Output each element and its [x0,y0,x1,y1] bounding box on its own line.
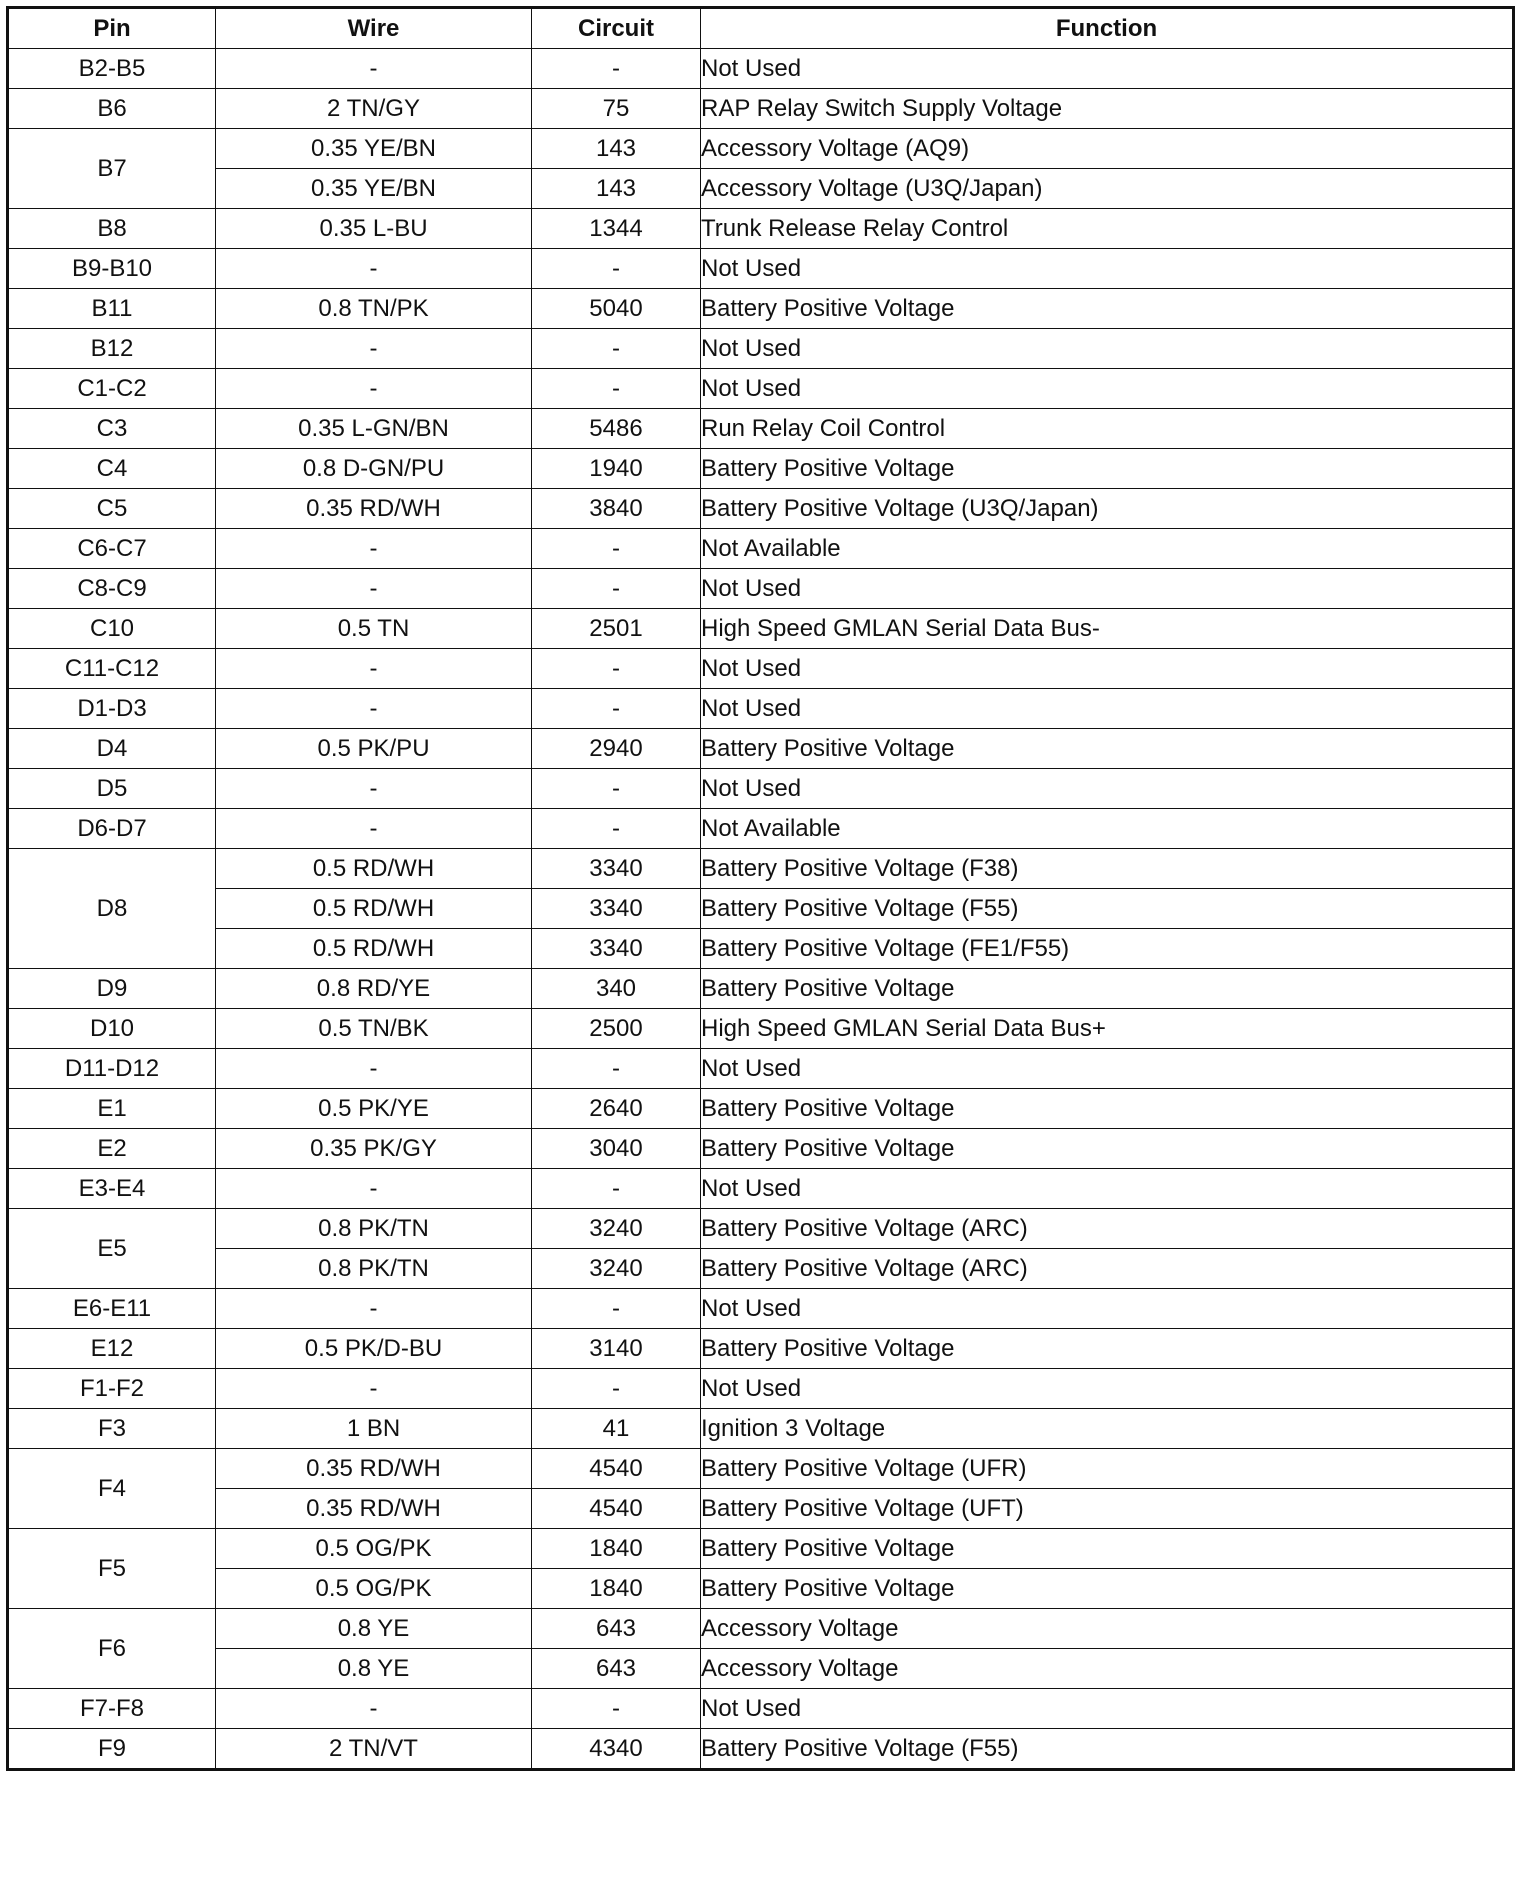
function-cell: Accessory Voltage (U3Q/Japan) [701,169,1514,209]
pin-cell: C10 [8,609,216,649]
pin-cell: F5 [8,1529,216,1609]
table-row [8,889,1514,929]
circuit-cell: - [532,329,701,369]
circuit-cell: 3240 [532,1209,701,1249]
circuit-cell: 1840 [532,1569,701,1609]
pin-cell: F7-F8 [8,1689,216,1729]
table-row [8,289,1514,329]
pin-cell: C3 [8,409,216,449]
connector-pinout-table [6,6,1515,1771]
circuit-cell: 3240 [532,1249,701,1289]
pin-cell: D8 [8,849,216,969]
wire-cell: 0.8 RD/YE [216,969,532,1009]
circuit-cell: 3140 [532,1329,701,1369]
wire-cell: 0.5 PK/YE [216,1089,532,1129]
wire-cell: 0.35 PK/GY [216,1129,532,1169]
function-cell: Battery Positive Voltage [701,449,1514,489]
wire-cell: 0.8 YE [216,1649,532,1689]
pin-cell: E3-E4 [8,1169,216,1209]
header-circuit: Circuit [532,8,701,49]
table-row [8,1249,1514,1289]
pin-cell: D9 [8,969,216,1009]
circuit-cell: 75 [532,89,701,129]
circuit-cell: - [532,569,701,609]
circuit-cell: 3340 [532,929,701,969]
pin-cell: B12 [8,329,216,369]
wire-cell: 0.5 TN/BK [216,1009,532,1049]
function-cell: Battery Positive Voltage [701,969,1514,1009]
wire-cell: 0.5 RD/WH [216,889,532,929]
circuit-cell: 3040 [532,1129,701,1169]
wire-cell: 0.5 PK/PU [216,729,532,769]
header-row [8,8,1514,49]
function-cell: Ignition 3 Voltage [701,1409,1514,1449]
circuit-cell: - [532,1169,701,1209]
function-cell: Not Used [701,1369,1514,1409]
pin-cell: E12 [8,1329,216,1369]
function-cell: Battery Positive Voltage [701,1529,1514,1569]
circuit-cell: 1344 [532,209,701,249]
table-row [8,689,1514,729]
table-row [8,129,1514,169]
circuit-cell: 1840 [532,1529,701,1569]
function-cell: Battery Positive Voltage (ARC) [701,1249,1514,1289]
pin-cell: B8 [8,209,216,249]
pin-cell: F6 [8,1609,216,1689]
table-row [8,1369,1514,1409]
function-cell: Trunk Release Relay Control [701,209,1514,249]
circuit-cell: - [532,769,701,809]
function-cell: Battery Positive Voltage [701,729,1514,769]
function-cell: Accessory Voltage [701,1649,1514,1689]
circuit-cell: - [532,1049,701,1089]
table-row [8,809,1514,849]
circuit-cell: - [532,1369,701,1409]
table-row [8,1649,1514,1689]
wire-cell: 0.5 OG/PK [216,1569,532,1609]
wire-cell: 0.5 RD/WH [216,849,532,889]
function-cell: Battery Positive Voltage (F38) [701,849,1514,889]
wire-cell: 0.35 YE/BN [216,129,532,169]
circuit-cell: 3840 [532,489,701,529]
table-row [8,1529,1514,1569]
pin-cell: F4 [8,1449,216,1529]
wire-cell: 0.35 L-BU [216,209,532,249]
function-cell: Not Used [701,1689,1514,1729]
wire-cell: 2 TN/GY [216,89,532,129]
header-function: Function [701,8,1514,49]
pin-cell: D5 [8,769,216,809]
table-row [8,409,1514,449]
wire-cell: - [216,689,532,729]
wire-cell: - [216,1289,532,1329]
wire-cell: 0.35 RD/WH [216,1489,532,1529]
wire-cell: - [216,249,532,289]
function-cell: Not Used [701,689,1514,729]
table-row [8,449,1514,489]
function-cell: Accessory Voltage [701,1609,1514,1649]
function-cell: Battery Positive Voltage (F55) [701,889,1514,929]
wire-cell: - [216,1049,532,1089]
pin-cell: E2 [8,1129,216,1169]
wire-cell: 0.8 PK/TN [216,1209,532,1249]
pin-cell: D11-D12 [8,1049,216,1089]
table-row [8,569,1514,609]
circuit-cell: - [532,649,701,689]
pin-cell: C4 [8,449,216,489]
circuit-cell: 4540 [532,1449,701,1489]
pin-cell: E1 [8,1089,216,1129]
table-row [8,929,1514,969]
function-cell: Not Used [701,369,1514,409]
table-row [8,1089,1514,1129]
function-cell: Battery Positive Voltage [701,289,1514,329]
wire-cell: 0.8 PK/TN [216,1249,532,1289]
circuit-cell: 3340 [532,849,701,889]
circuit-cell: 1940 [532,449,701,489]
function-cell: Not Used [701,769,1514,809]
circuit-cell: 143 [532,129,701,169]
table-row [8,1289,1514,1329]
wire-cell: 2 TN/VT [216,1729,532,1770]
table-row [8,169,1514,209]
table-header [8,8,1514,49]
function-cell: RAP Relay Switch Supply Voltage [701,89,1514,129]
table-row [8,1449,1514,1489]
table-row [8,769,1514,809]
circuit-cell: 2501 [532,609,701,649]
circuit-cell: 2640 [532,1089,701,1129]
pin-cell: C6-C7 [8,529,216,569]
table-row [8,649,1514,689]
circuit-cell: 4340 [532,1729,701,1770]
table-row [8,1049,1514,1089]
wire-cell: 0.35 L-GN/BN [216,409,532,449]
wire-cell: 0.8 D-GN/PU [216,449,532,489]
function-cell: Not Used [701,1049,1514,1089]
circuit-cell: 2500 [532,1009,701,1049]
pin-cell: D6-D7 [8,809,216,849]
table-row [8,969,1514,1009]
table-row [8,1169,1514,1209]
circuit-cell: - [532,249,701,289]
wire-cell: - [216,529,532,569]
pin-cell: F9 [8,1729,216,1770]
table-row [8,1209,1514,1249]
function-cell: Battery Positive Voltage [701,1329,1514,1369]
pin-cell: E6-E11 [8,1289,216,1329]
circuit-cell: 41 [532,1409,701,1449]
function-cell: Not Used [701,329,1514,369]
wire-cell: 0.35 RD/WH [216,1449,532,1489]
wire-cell: 0.5 RD/WH [216,929,532,969]
header-wire: Wire [216,8,532,49]
function-cell: Not Used [701,1289,1514,1329]
function-cell: Battery Positive Voltage [701,1089,1514,1129]
circuit-cell: - [532,369,701,409]
wire-cell: - [216,1369,532,1409]
table-row [8,1329,1514,1369]
circuit-cell: - [532,529,701,569]
pin-cell: B7 [8,129,216,209]
table-row [8,89,1514,129]
function-cell: Run Relay Coil Control [701,409,1514,449]
wire-cell: 0.5 TN [216,609,532,649]
circuit-cell: 643 [532,1649,701,1689]
wire-cell: 0.5 PK/D-BU [216,1329,532,1369]
circuit-cell: 5486 [532,409,701,449]
circuit-cell: 2940 [532,729,701,769]
table-row [8,1689,1514,1729]
circuit-cell: 340 [532,969,701,1009]
pin-cell: F1-F2 [8,1369,216,1409]
circuit-cell: 3340 [532,889,701,929]
wire-cell: 0.5 OG/PK [216,1529,532,1569]
wire-cell: - [216,569,532,609]
wire-cell: - [216,1689,532,1729]
table-row [8,729,1514,769]
table-body [8,49,1514,1770]
circuit-cell: 143 [532,169,701,209]
table-row [8,609,1514,649]
wire-cell: 0.35 RD/WH [216,489,532,529]
wire-cell: - [216,369,532,409]
pin-cell: E5 [8,1209,216,1289]
function-cell: Not Used [701,649,1514,689]
pin-cell: B2-B5 [8,49,216,89]
function-cell: Battery Positive Voltage (UFT) [701,1489,1514,1529]
wire-cell: 1 BN [216,1409,532,1449]
table-row [8,209,1514,249]
pin-cell: C8-C9 [8,569,216,609]
wire-cell: - [216,809,532,849]
circuit-cell: 4540 [532,1489,701,1529]
table-row [8,49,1514,89]
wire-cell: - [216,49,532,89]
table-row [8,1409,1514,1449]
wire-cell: - [216,1169,532,1209]
wire-cell: 0.8 YE [216,1609,532,1649]
pin-cell: F3 [8,1409,216,1449]
circuit-cell: - [532,809,701,849]
pin-cell: B6 [8,89,216,129]
table-row [8,1729,1514,1770]
circuit-cell: - [532,689,701,729]
table-row [8,1009,1514,1049]
wire-cell: 0.35 YE/BN [216,169,532,209]
pin-cell: C5 [8,489,216,529]
function-cell: Not Available [701,529,1514,569]
function-cell: Not Used [701,569,1514,609]
circuit-cell: - [532,49,701,89]
wire-cell: - [216,329,532,369]
table-row [8,1129,1514,1169]
pin-cell: C11-C12 [8,649,216,689]
function-cell: Battery Positive Voltage (ARC) [701,1209,1514,1249]
table-row [8,369,1514,409]
table-row [8,329,1514,369]
table-row [8,249,1514,289]
table-row [8,1609,1514,1649]
table-row [8,489,1514,529]
function-cell: Accessory Voltage (AQ9) [701,129,1514,169]
table-row [8,529,1514,569]
wire-cell: - [216,649,532,689]
wire-cell: 0.8 TN/PK [216,289,532,329]
pin-cell: D10 [8,1009,216,1049]
pin-cell: B11 [8,289,216,329]
table-row [8,1569,1514,1609]
circuit-cell: - [532,1289,701,1329]
function-cell: Not Used [701,1169,1514,1209]
table-row [8,849,1514,889]
table-row [8,1489,1514,1529]
function-cell: Battery Positive Voltage [701,1129,1514,1169]
function-cell: Not Used [701,49,1514,89]
circuit-cell: - [532,1689,701,1729]
header-pin: Pin [8,8,216,49]
function-cell: Battery Positive Voltage (FE1/F55) [701,929,1514,969]
pin-cell: D1-D3 [8,689,216,729]
function-cell: High Speed GMLAN Serial Data Bus- [701,609,1514,649]
function-cell: Battery Positive Voltage (F55) [701,1729,1514,1770]
circuit-cell: 643 [532,1609,701,1649]
function-cell: Not Available [701,809,1514,849]
function-cell: Battery Positive Voltage (U3Q/Japan) [701,489,1514,529]
function-cell: Not Used [701,249,1514,289]
function-cell: High Speed GMLAN Serial Data Bus+ [701,1009,1514,1049]
connector-pinout-table-wrapper [6,6,1512,1771]
pin-cell: C1-C2 [8,369,216,409]
function-cell: Battery Positive Voltage (UFR) [701,1449,1514,1489]
wire-cell: - [216,769,532,809]
pin-cell: B9-B10 [8,249,216,289]
function-cell: Battery Positive Voltage [701,1569,1514,1609]
pin-cell: D4 [8,729,216,769]
circuit-cell: 5040 [532,289,701,329]
